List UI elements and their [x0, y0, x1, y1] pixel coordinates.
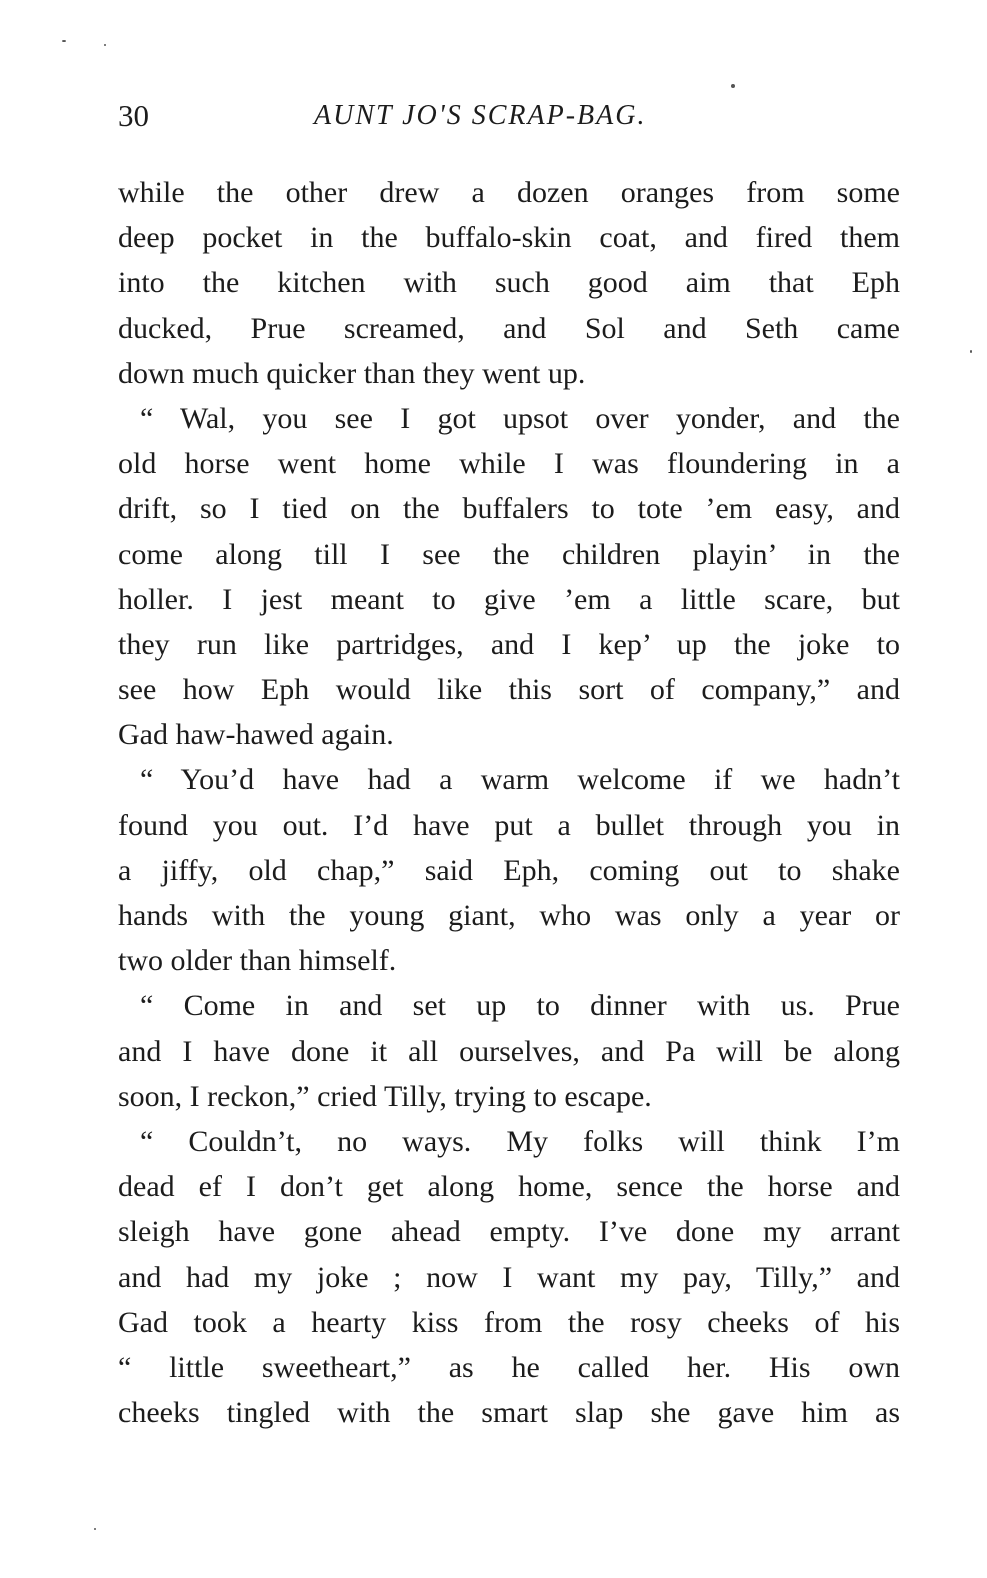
text-line: “ You’d have had a warm welcome if we hadn’t	[140, 763, 900, 797]
text-line: ducked, Prue screamed, and Sol and Seth came	[118, 311, 900, 345]
text-line: Gad took a hearty kiss from the rosy cheeks of his	[118, 1305, 900, 1339]
text-line: cheeks tingled with the smart slap she gave him as	[118, 1396, 900, 1430]
text-line: Gad haw-hawed again.	[118, 718, 394, 752]
page-number: 30	[118, 98, 149, 133]
text-line: see how Eph would like this sort of company,” and	[118, 673, 900, 707]
text-line: found you out. I’d have put a bullet through you in	[118, 808, 900, 842]
text-line: “ Wal, you see I got upsot over yonder, and the	[140, 401, 900, 435]
text-line: come along till I see the children playin’ in the	[118, 537, 900, 571]
text-line: “ Couldn’t, no ways. My folks will think I’m	[140, 1124, 900, 1158]
body-text	[118, 170, 900, 1435]
print-speck	[104, 44, 106, 46]
print-speck	[94, 1528, 96, 1530]
text-line: and I have done it all ourselves, and Pa will be along	[118, 1034, 900, 1068]
text-line: two older than himself.	[118, 944, 397, 978]
text-line: deep pocket in the buffalo-skin coat, and fired them	[118, 221, 900, 255]
text-line: and had my joke ; now I want my pay, Tilly,” and	[118, 1260, 900, 1294]
text-line: hands with the young giant, who was only a year or	[118, 899, 900, 932]
text-line: they run like partridges, and I kep’ up the joke to	[118, 627, 900, 661]
page-header	[118, 96, 718, 136]
text-line: drift, so I tied on the buffalers to tote ’em easy, and	[118, 492, 900, 526]
print-speck	[970, 350, 972, 353]
text-line: soon, I reckon,” cried Tilly, trying to escape.	[118, 1079, 652, 1113]
text-line: “ little sweetheart,” as he called her. His own	[118, 1350, 900, 1384]
text-line: holler. I jest meant to give ’em a little scare, but	[118, 582, 900, 616]
text-line: while the other drew a dozen oranges from some	[118, 176, 900, 209]
text-line: old horse went home while I was floundering in a	[118, 447, 900, 481]
text-line: into the kitchen with such good aim that Eph	[118, 266, 900, 300]
text-line: sleigh have gone ahead empty. I’ve done my arrant	[118, 1215, 900, 1249]
text-line: “ Come in and set up to dinner with us. Prue	[140, 989, 900, 1023]
text-line: down much quicker than they went up.	[118, 356, 586, 390]
print-speck	[62, 40, 66, 42]
print-speck	[731, 84, 735, 88]
running-head: AUNT JO'S SCRAP-BAG.	[314, 100, 647, 131]
text-line: a jiffy, old chap,” said Eph, coming out to shake	[118, 853, 900, 887]
text-line: dead ef I don’t get along home, sence the horse and	[118, 1170, 900, 1204]
